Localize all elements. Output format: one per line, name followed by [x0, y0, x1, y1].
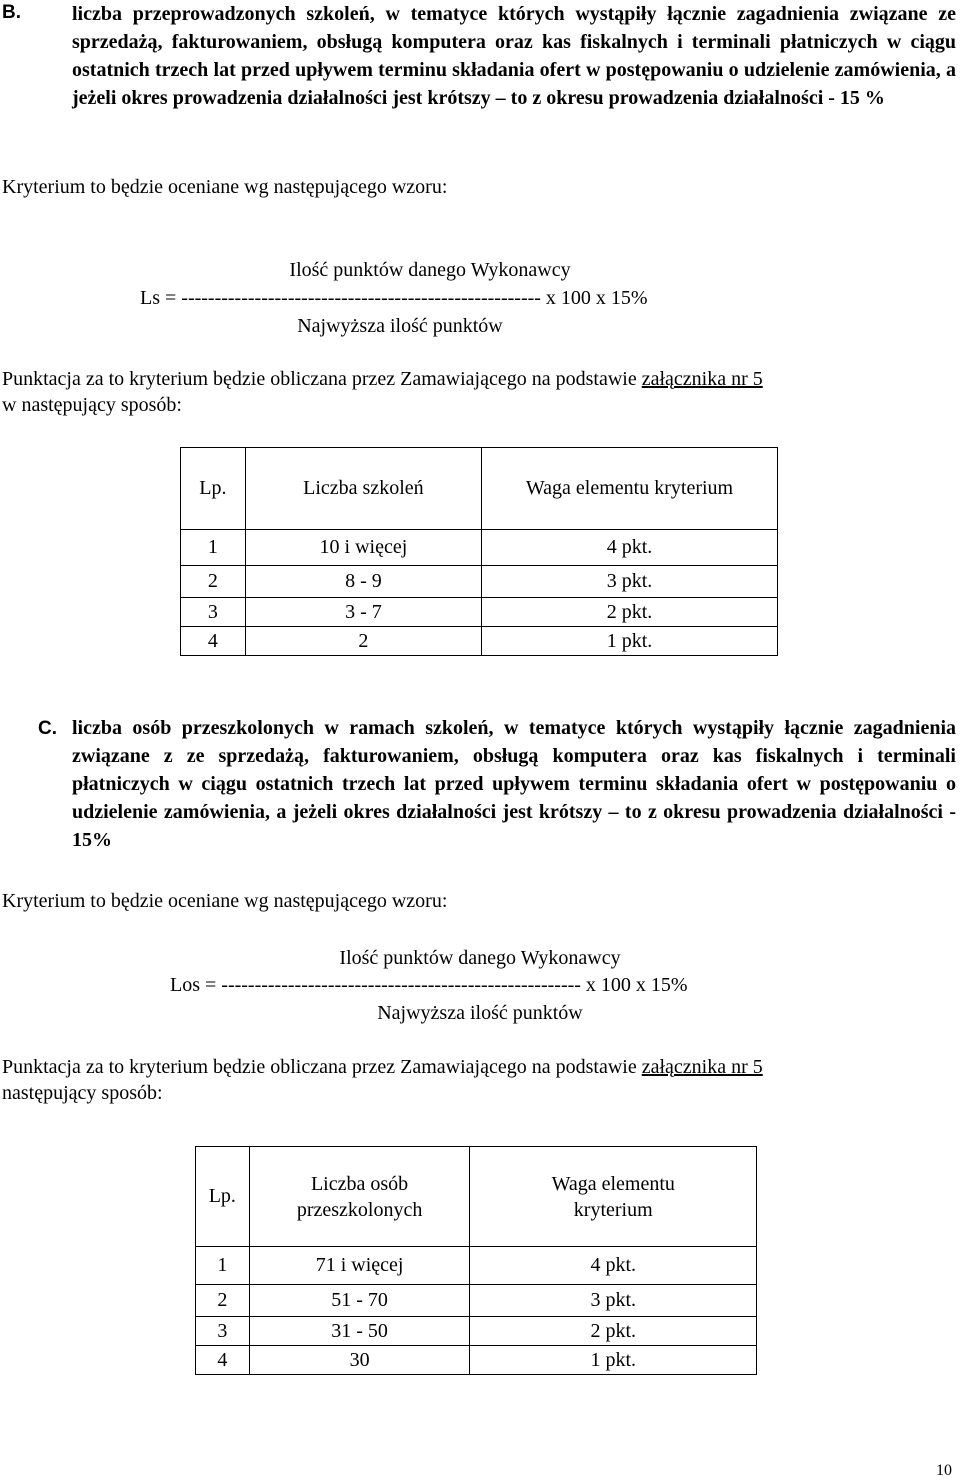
- table-header-row: [181, 448, 778, 530]
- table-row: [196, 1285, 757, 1317]
- section-c-scoring-suffix: następujący sposób:: [2, 1082, 163, 1104]
- cell-weight: 2 pkt.: [470, 1317, 757, 1346]
- cell-weight: 3 pkt.: [470, 1285, 757, 1317]
- section-b-formula-denominator: Najwyższa ilość punktów: [297, 315, 503, 337]
- cell-lp: 4: [181, 627, 246, 656]
- header-count: Liczba szkoleń: [245, 448, 481, 530]
- cell-lp: 2: [181, 566, 246, 598]
- section-c-letter: C.: [38, 718, 57, 739]
- section-b-scoring-suffix: w następujący sposób:: [2, 394, 182, 416]
- section-c-annex-link[interactable]: załącznika nr 5: [641, 1056, 763, 1078]
- cell-weight: 3 pkt.: [482, 566, 778, 598]
- table-row: [196, 1247, 757, 1285]
- cell-lp: 1: [181, 530, 246, 566]
- table-header-row: [196, 1147, 757, 1247]
- table-row: [196, 1346, 757, 1375]
- table-row: [196, 1317, 757, 1346]
- cell-lp: 3: [181, 598, 246, 627]
- section-b-formula-line: Ls = ------------------------------------------------------ x 100 x 15%: [140, 287, 648, 309]
- section-c-formula-line: Los = ------------------------------------------------------ x 100 x 15%: [170, 974, 688, 996]
- section-b-table: [180, 447, 778, 656]
- table-row: [181, 530, 778, 566]
- cell-count: 10 i więcej: [245, 530, 481, 566]
- section-b-intro: Kryterium to będzie oceniane wg następującego wzoru:: [2, 176, 448, 198]
- cell-weight: 1 pkt.: [470, 1346, 757, 1375]
- section-b-annex-link[interactable]: załącznika nr 5: [641, 368, 763, 390]
- cell-lp: 2: [196, 1285, 250, 1317]
- cell-weight: 1 pkt.: [482, 627, 778, 656]
- table-row: [181, 566, 778, 598]
- section-c-scoring-prefix: Punktacja za to kryterium będzie obliczana przez Zamawiającego na podstawie: [2, 1056, 642, 1078]
- cell-weight: 4 pkt.: [482, 530, 778, 566]
- cell-lp: 4: [196, 1346, 250, 1375]
- section-c-heading: liczba osób przeszkolonych w ramach szkoleń, w tematyce których wystąpiły łącznie zagadnienia związane z ze sprzedażą, fakturowaniem, obsługą komputera oraz kas fiskalnych i terminali płatniczych w ciągu ostatnich trzech lat przed upływem terminu składania ofert w postępowaniu o udzielenie zamówienia, a jeżeli okres działalności jest krótszy – to z okresu prowadzenia działalności - 15%: [72, 717, 956, 851]
- header-weight: Waga elementu kryterium: [470, 1147, 757, 1247]
- section-c-table: [195, 1146, 757, 1375]
- header-lp: Lp.: [196, 1147, 250, 1247]
- header-people: Liczba osób przeszkolonych: [249, 1147, 470, 1247]
- section-b-scoring-prefix: Punktacja za to kryterium będzie obliczana przez Zamawiającego na podstawie: [2, 368, 642, 390]
- section-b-letter: B.: [2, 2, 21, 23]
- section-b-scoring-text: [2, 366, 957, 418]
- table-row: [181, 598, 778, 627]
- cell-count: 8 - 9: [245, 566, 481, 598]
- cell-people: 31 - 50: [249, 1317, 470, 1346]
- section-b-formula-numerator: Ilość punktów danego Wykonawcy: [289, 259, 571, 281]
- section-c-formula-denominator: Najwyższa ilość punktów: [377, 1002, 583, 1024]
- cell-lp: 1: [196, 1247, 250, 1285]
- cell-people: 51 - 70: [249, 1285, 470, 1317]
- header-weight: Waga elementu kryterium: [482, 448, 778, 530]
- cell-weight: 4 pkt.: [470, 1247, 757, 1285]
- cell-count: 2: [245, 627, 481, 656]
- header-lp: Lp.: [181, 448, 246, 530]
- cell-people: 30: [249, 1346, 470, 1375]
- section-b-heading: liczba przeprowadzonych szkoleń, w tematyce których wystąpiły łącznie zagadnienia związane ze sprzedażą, fakturowaniem, obsługą komputera oraz kas fiskalnych i terminali płatniczych w ciągu ostatnich trzech lat przed upływem terminu składania ofert w postępowaniu o udzielenie zamówienia, a jeżeli okres prowadzenia działalności jest krótszy – to z okresu prowadzenia działalności - 15 %: [72, 3, 956, 109]
- section-c-intro: Kryterium to będzie oceniane wg następującego wzoru:: [2, 890, 448, 912]
- cell-count: 3 - 7: [245, 598, 481, 627]
- table-row: [181, 627, 778, 656]
- page-number: 10: [936, 1462, 952, 1479]
- cell-weight: 2 pkt.: [482, 598, 778, 627]
- cell-lp: 3: [196, 1317, 250, 1346]
- section-c-scoring-text: [2, 1054, 957, 1106]
- section-c-formula-numerator: Ilość punktów danego Wykonawcy: [339, 947, 621, 969]
- cell-people: 71 i więcej: [249, 1247, 470, 1285]
